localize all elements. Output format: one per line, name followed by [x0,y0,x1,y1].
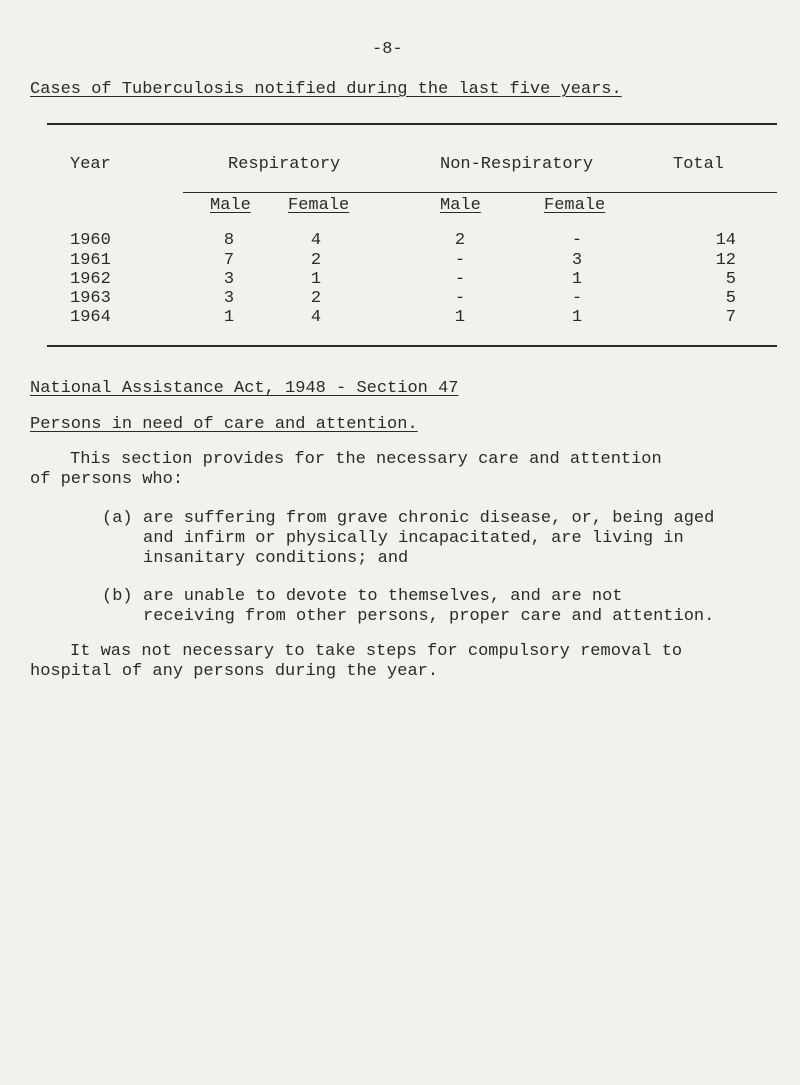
col-header-respiratory: Respiratory [228,155,341,174]
cell-resp-female: 1 [310,270,322,289]
cell-total: 5 [725,289,736,308]
persons-in-need-subheading: Persons in need of care and attention. [30,415,418,434]
cell-total: 14 [715,231,736,250]
cell-nonresp-male: 2 [454,231,466,250]
cell-nonresp-female: 1 [571,270,583,289]
cell-resp-male: 3 [223,270,235,289]
closing-line-1: It was not necessary to take steps for compulsory removal to [70,642,683,661]
subheader-rule [183,192,777,193]
col-header-total: Total [673,155,725,174]
col-header-year: Year [70,155,111,174]
page-number: -8- [372,40,403,59]
item-a-line-2: and infirm or physically incapacitated, are living in [143,529,684,548]
cell-nonresp-male: - [454,289,466,308]
cell-resp-female: 4 [310,308,322,327]
cell-resp-male: 3 [223,289,235,308]
intro-line-1: This section provides for the necessary care and attention [70,450,662,469]
item-a-line-3: insanitary conditions; and [143,549,409,568]
cell-total: 12 [715,251,736,270]
cell-total: 5 [725,270,736,289]
cell-resp-female: 4 [310,231,322,250]
item-b-line-1: are unable to devote to themselves, and are not [143,587,623,606]
cell-nonresp-male: - [454,270,466,289]
closing-line-2: hospital of any persons during the year. [30,662,439,681]
cell-resp-female: 2 [310,289,322,308]
cell-year: 1964 [70,308,111,327]
sub-header-resp-male: Male [210,196,251,215]
sub-header-nonresp-male: Male [440,196,481,215]
cell-year: 1963 [70,289,111,308]
sub-header-nonresp-female: Female [544,196,606,215]
table-top-rule [47,123,777,125]
cell-total: 7 [725,308,736,327]
cell-nonresp-female: 3 [571,251,583,270]
cell-year: 1960 [70,231,111,250]
table-bottom-rule [47,345,777,347]
col-header-non-respiratory: Non-Respiratory [440,155,594,174]
item-a-line-1: are suffering from grave chronic disease, or, being aged [143,509,715,528]
cell-nonresp-female: - [571,289,583,308]
item-b-line-2: receiving from other persons, proper care and attention. [143,607,715,626]
sub-header-resp-female: Female [288,196,350,215]
cell-nonresp-female: - [571,231,583,250]
tuberculosis-heading: Cases of Tuberculosis notified during the last five years. [30,80,622,99]
cell-resp-male: 7 [223,251,235,270]
cell-resp-male: 1 [223,308,235,327]
item-a-label: (a) [102,509,133,528]
cell-nonresp-female: 1 [571,308,583,327]
national-assistance-heading: National Assistance Act, 1948 - Section 47 [30,379,459,398]
cell-resp-male: 8 [223,231,235,250]
cell-nonresp-male: 1 [454,308,466,327]
cell-nonresp-male: - [454,251,466,270]
cell-resp-female: 2 [310,251,322,270]
item-b-label: (b) [102,587,133,606]
cell-year: 1961 [70,251,111,270]
cell-year: 1962 [70,270,111,289]
intro-line-2: of persons who: [30,470,184,489]
